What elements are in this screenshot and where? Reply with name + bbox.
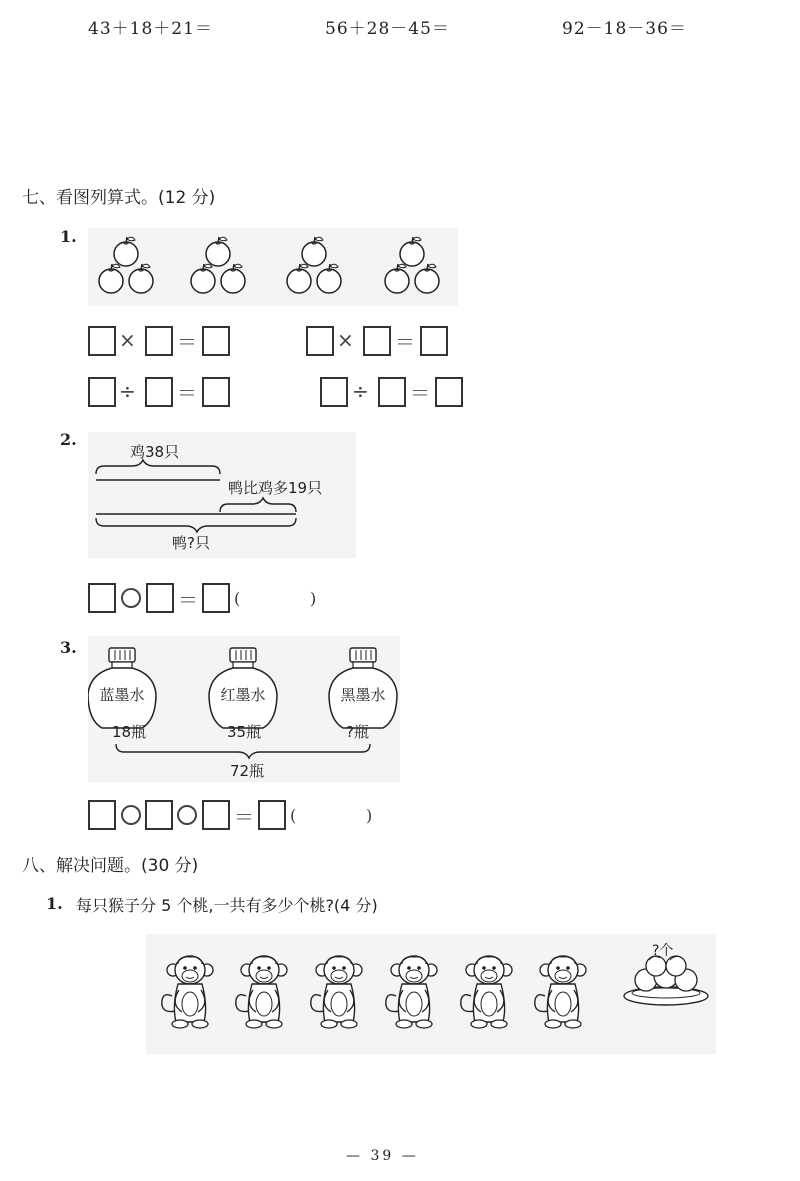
answer-box[interactable] (435, 377, 463, 407)
answer-box[interactable] (258, 800, 286, 830)
unit-paren-open: ( (290, 806, 297, 825)
answer-box[interactable] (202, 326, 230, 356)
equals-sign: ＝ (178, 588, 198, 612)
answer-box[interactable] (145, 377, 173, 407)
equals-sign: ＝ (234, 805, 254, 829)
answer-box[interactable] (202, 583, 230, 613)
unit-answer-blank[interactable] (244, 586, 304, 610)
divide-sign: ÷ (119, 379, 136, 403)
section-8-title: 八、解决问题。(30 分) (22, 856, 199, 876)
question-1-number: 1. (46, 894, 63, 913)
plate-label: ?个 (652, 943, 674, 959)
unit-paren-close: ) (310, 589, 317, 608)
unit-paren-close: ) (366, 806, 373, 825)
brace-diagram (88, 432, 356, 558)
bottle-label-blue: 蓝墨水 (99, 686, 145, 704)
bottle-count-red: 35瓶 (227, 723, 262, 741)
answer-box[interactable] (306, 326, 334, 356)
answer-box[interactable] (88, 583, 116, 613)
bottle-total: 72瓶 (230, 762, 265, 780)
question-1-number: 1. (60, 227, 77, 246)
equals-sign: ＝ (177, 330, 197, 354)
multiply-sign: × (119, 328, 136, 352)
duck-more-label: 鸭比鸡多19只 (228, 479, 323, 497)
answer-box[interactable] (88, 800, 116, 830)
answer-box[interactable] (378, 377, 406, 407)
bottle-label-red: 红墨水 (220, 686, 266, 704)
bottle-count-black: ?瓶 (346, 723, 369, 741)
section-7-title: 七、看图列算式。(12 分) (22, 188, 216, 208)
unit-paren-open: ( (234, 589, 241, 608)
bottle-count-blue: 18瓶 (112, 723, 147, 741)
operator-circle[interactable] (121, 588, 141, 608)
answer-box[interactable] (320, 377, 348, 407)
answer-box[interactable] (145, 326, 173, 356)
duck-label: 鸭?只 (172, 534, 210, 552)
operator-circle[interactable] (121, 805, 141, 825)
apples-illustration (88, 228, 458, 306)
answer-box[interactable] (420, 326, 448, 356)
equals-sign: ＝ (410, 381, 430, 405)
multiply-sign: × (337, 328, 354, 352)
answer-box[interactable] (146, 583, 174, 613)
expression-3: 92－18－36＝ (562, 19, 687, 39)
divide-sign: ÷ (352, 379, 369, 403)
page-number: — 39 — (346, 1148, 419, 1164)
question-2-number: 2. (60, 430, 77, 449)
operator-circle[interactable] (177, 805, 197, 825)
answer-box[interactable] (202, 377, 230, 407)
answer-box[interactable] (202, 800, 230, 830)
question-text: 每只猴子分 5 个桃,一共有多少个桃?(4 分) (76, 896, 378, 915)
answer-box[interactable] (145, 800, 173, 830)
equals-sign: ＝ (395, 330, 415, 354)
equals-sign: ＝ (177, 381, 197, 405)
monkeys-illustration (146, 934, 716, 1054)
answer-box[interactable] (88, 326, 116, 356)
chicken-label: 鸡38只 (130, 443, 180, 461)
bottle-label-black: 黑墨水 (340, 686, 386, 704)
expression-1: 43＋18＋21＝ (88, 19, 213, 39)
unit-answer-blank[interactable] (300, 803, 360, 827)
question-3-number: 3. (60, 638, 77, 657)
answer-box[interactable] (363, 326, 391, 356)
expression-2: 56＋28－45＝ (325, 19, 450, 39)
answer-box[interactable] (88, 377, 116, 407)
